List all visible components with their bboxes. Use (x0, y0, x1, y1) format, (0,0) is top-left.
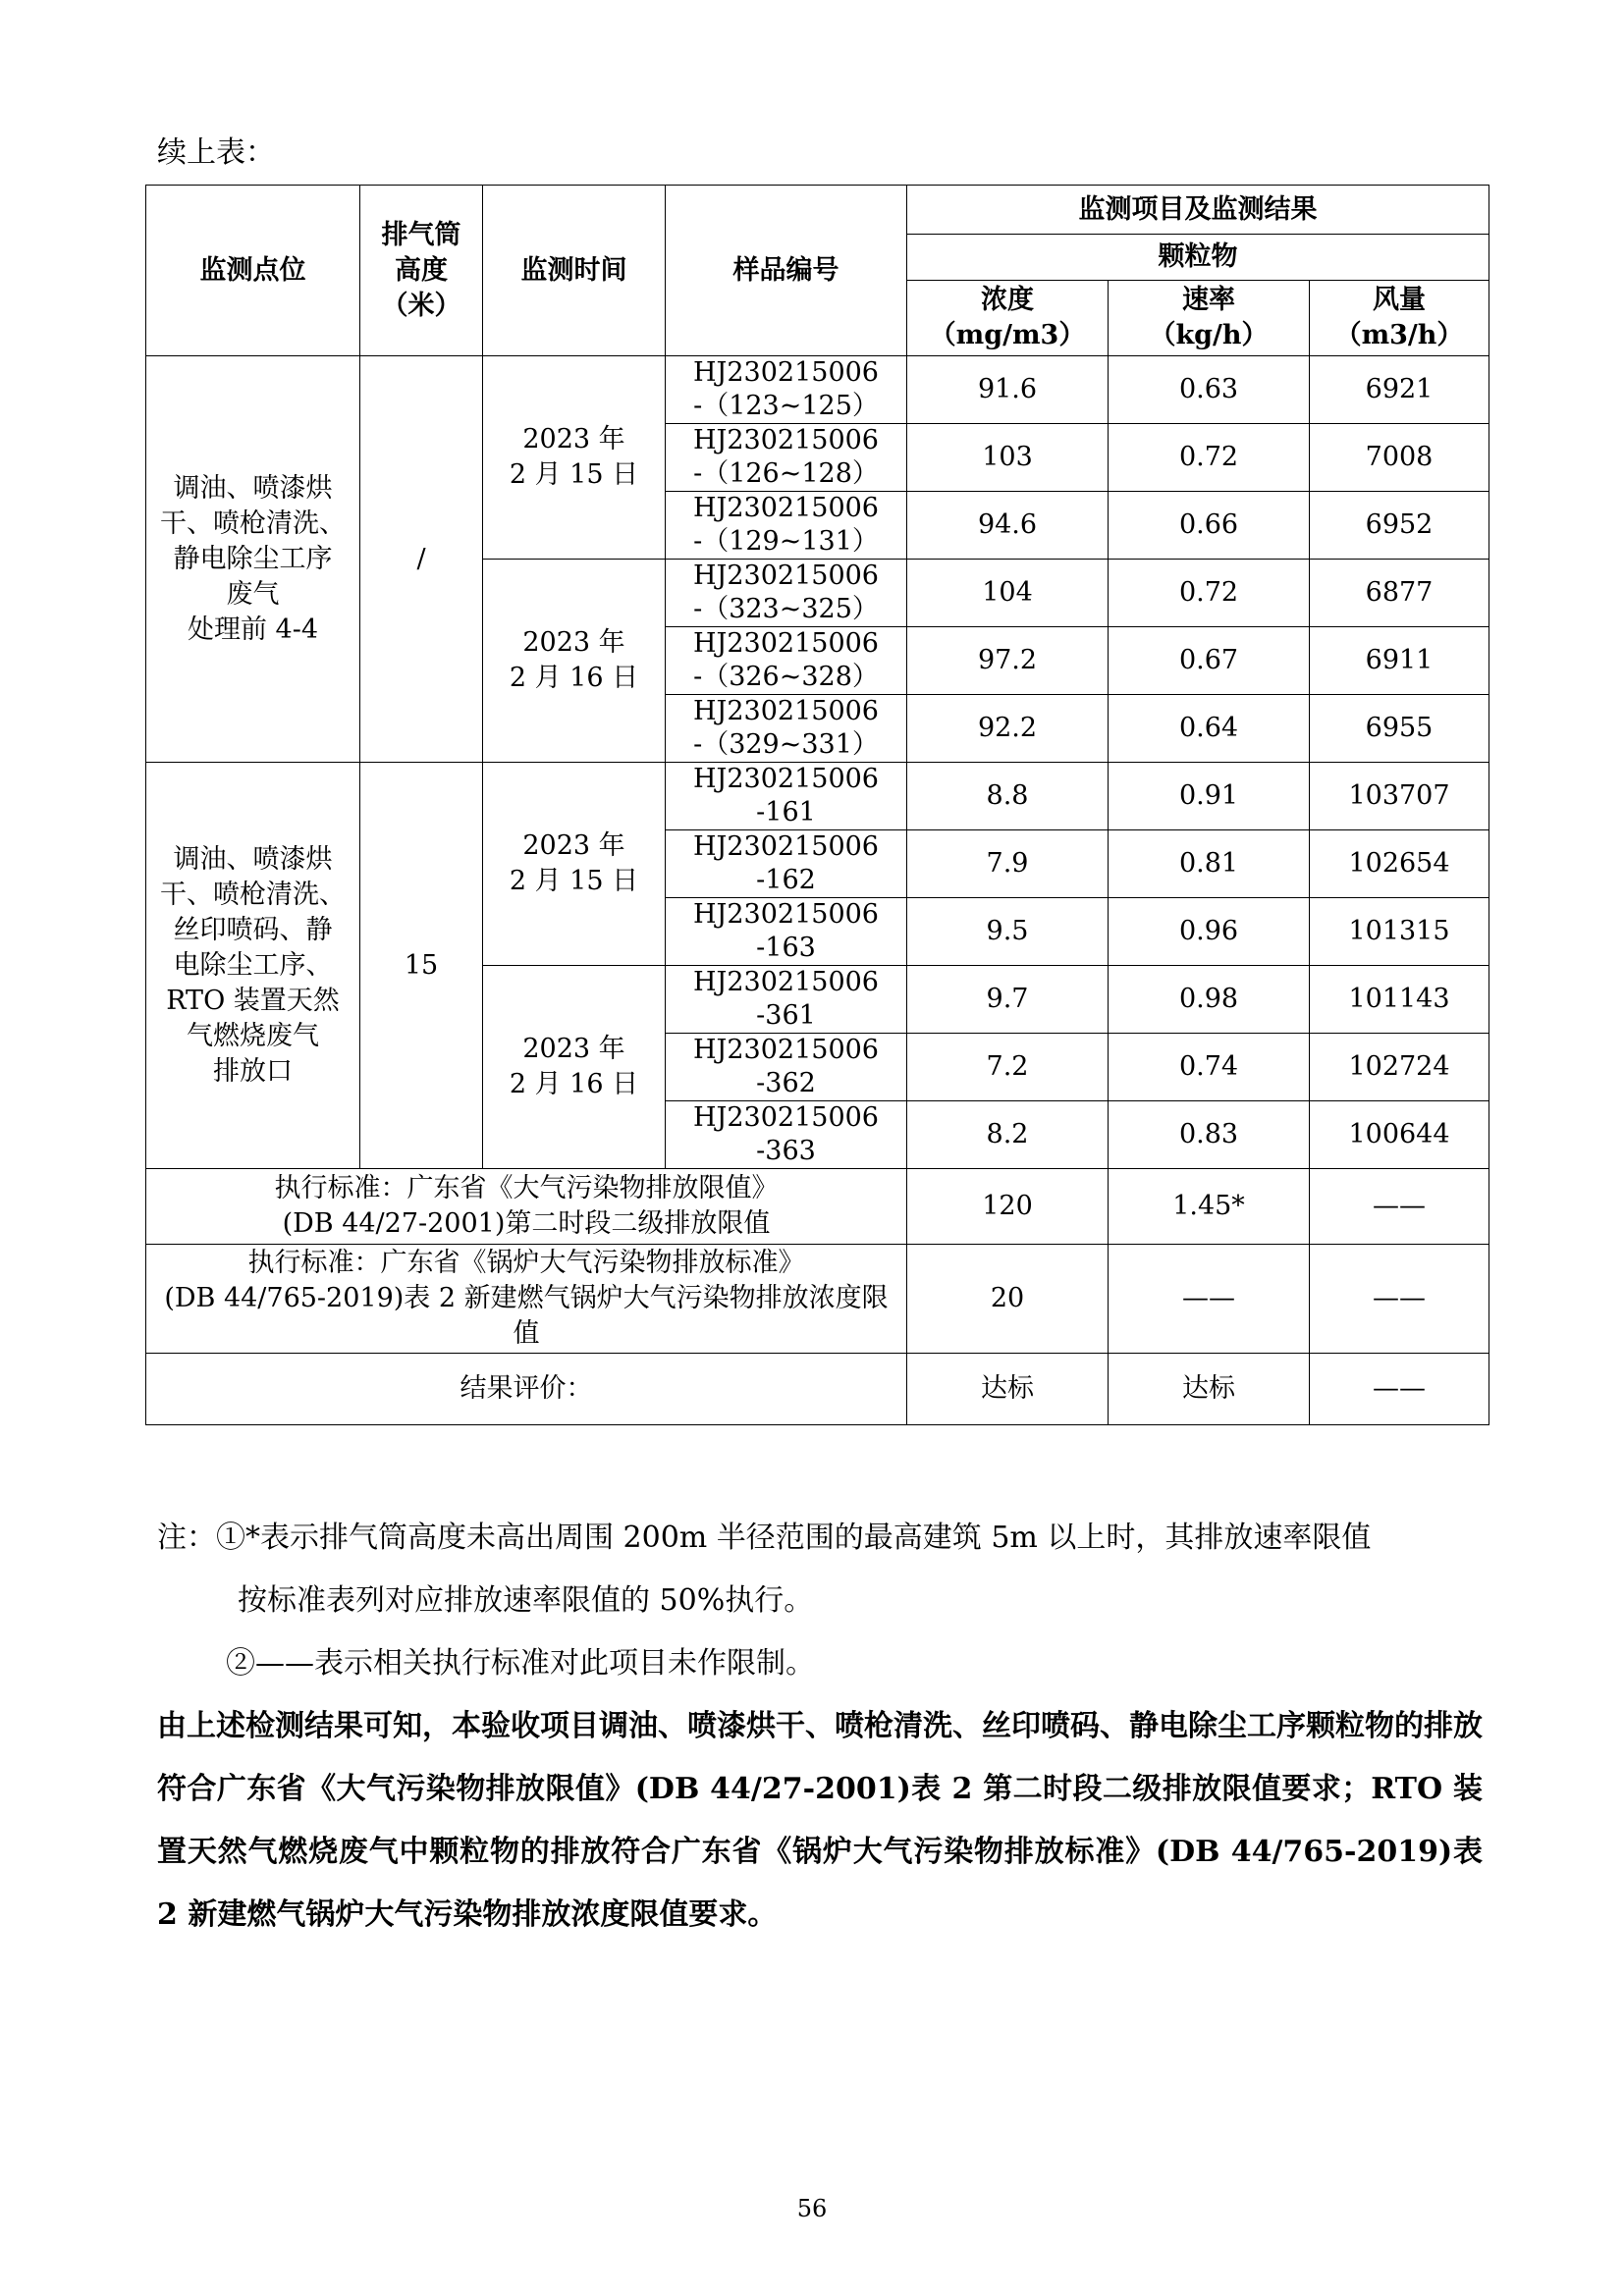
sample-id-cell: HJ230215006 -（326~328） (666, 627, 907, 695)
rate-cell: 0.63 (1109, 356, 1310, 424)
page-number: 56 (796, 2195, 828, 2222)
header-location: 监测点位 (146, 186, 360, 356)
rate-cell: 0.72 (1109, 560, 1310, 627)
rate-cell: 0.72 (1109, 424, 1310, 492)
flow-cell: 6921 (1310, 356, 1489, 424)
concentration-cell: 91.6 (907, 356, 1109, 424)
evaluation-rate-cell: 达标 (1109, 1354, 1310, 1425)
date-cell: 2023 年 2 月 16 日 (483, 966, 666, 1169)
concentration-cell: 9.5 (907, 898, 1109, 966)
rate-cell: 0.91 (1109, 763, 1310, 830)
table-header (146, 186, 1489, 356)
header-sample: 样品编号 (666, 186, 907, 356)
evaluation-conc-cell: 达标 (907, 1354, 1109, 1425)
header-stack-height: 排气筒 高度 （米） (360, 186, 483, 356)
evaluation-label-cell: 结果评价： (146, 1354, 907, 1425)
sample-id-cell: HJ230215006 -（323~325） (666, 560, 907, 627)
flow-cell: 103707 (1310, 763, 1489, 830)
sample-id-cell: HJ230215006 -361 (666, 966, 907, 1034)
concentration-cell: 92.2 (907, 695, 1109, 763)
sample-id-cell: HJ230215006 -161 (666, 763, 907, 830)
concentration-cell: 8.8 (907, 763, 1109, 830)
sample-id-cell: HJ230215006 -（329~331） (666, 695, 907, 763)
rate-cell: 0.74 (1109, 1034, 1310, 1101)
header-items-results: 监测项目及监测结果 (907, 186, 1489, 235)
sample-id-cell: HJ230215006 -（129~131） (666, 492, 907, 560)
flow-cell: 102724 (1310, 1034, 1489, 1101)
evaluation-row (146, 1354, 1489, 1425)
concentration-cell: 7.2 (907, 1034, 1109, 1101)
table-row (146, 356, 1489, 424)
standard-flow-cell: —— (1310, 1245, 1489, 1354)
evaluation-flow-cell: —— (1310, 1354, 1489, 1425)
note-2: ②——表示相关执行标准对此项目未作限制。 (226, 1646, 815, 1681)
standard-rate-cell: 1.45* (1109, 1169, 1310, 1245)
date-cell: 2023 年 2 月 15 日 (483, 763, 666, 966)
note-1-line-1: 注：①*表示排气筒高度未高出周围 200m 半径范围的最高建筑 5m 以上时，其排放速率限值 (157, 1521, 1372, 1555)
standard-row (146, 1245, 1489, 1354)
sample-id-cell: HJ230215006 -363 (666, 1101, 907, 1169)
flow-cell: 101143 (1310, 966, 1489, 1034)
header-pollutant: 颗粒物 (907, 235, 1489, 281)
sample-id-cell: HJ230215006 -362 (666, 1034, 907, 1101)
flow-cell: 6955 (1310, 695, 1489, 763)
concentration-cell: 104 (907, 560, 1109, 627)
sample-id-cell: HJ230215006 -（123~125） (666, 356, 907, 424)
rate-cell: 0.64 (1109, 695, 1310, 763)
concentration-cell: 97.2 (907, 627, 1109, 695)
conclusion-paragraph: 由上述检测结果可知，本验收项目调油、喷漆烘干、喷枪清洗、丝印喷码、静电除尘工序颗粒物的排放符合广东省《大气污染物排放限值》(DB 44/27-2001)表 2 第二时段二级排放限值要求；RTO 装置天然气燃烧废气中颗粒物的排放符合广东省《锅炉大气污染物排放标准》(DB 44/765-2019)表 2 新建燃气锅炉大气污染物排放浓度限值要求。 (157, 1709, 1483, 1932)
flow-cell: 100644 (1310, 1101, 1489, 1169)
flow-cell: 7008 (1310, 424, 1489, 492)
standard-conc-cell: 20 (907, 1245, 1109, 1354)
sample-id-cell: HJ230215006 -163 (666, 898, 907, 966)
standard-conc-cell: 120 (907, 1169, 1109, 1245)
concentration-cell: 8.2 (907, 1101, 1109, 1169)
header-flow: 风量 （m3/h） (1310, 281, 1489, 356)
header-rate: 速率 （kg/h） (1109, 281, 1310, 356)
rate-cell: 0.67 (1109, 627, 1310, 695)
table-row (146, 763, 1489, 830)
notes (157, 1507, 1492, 1695)
concentration-cell: 7.9 (907, 830, 1109, 898)
stack-height-cell: / (360, 356, 483, 763)
location-cell: 调油、喷漆烘 干、喷枪清洗、 静电除尘工序 废气 处理前 4-4 (146, 356, 360, 763)
table-body (146, 356, 1489, 1425)
standard-flow-cell: —— (1310, 1169, 1489, 1245)
header-conc: 浓度 （mg/m3） (907, 281, 1109, 356)
flow-cell: 6911 (1310, 627, 1489, 695)
flow-cell: 6877 (1310, 560, 1489, 627)
flow-cell: 101315 (1310, 898, 1489, 966)
concentration-cell: 9.7 (907, 966, 1109, 1034)
location-cell: 调油、喷漆烘 干、喷枪清洗、 丝印喷码、静 电除尘工序、 RTO 装置天然 气燃烧废气 排放口 (146, 763, 360, 1169)
flow-cell: 6952 (1310, 492, 1489, 560)
monitoring-table (145, 185, 1489, 1425)
standard-label-cell: 执行标准：广东省《大气污染物排放限值》 (DB 44/27-2001)第二时段二级排放限值 (146, 1169, 907, 1245)
continuation-label: 续上表： (157, 135, 275, 170)
concentration-cell: 94.6 (907, 492, 1109, 560)
rate-cell: 0.83 (1109, 1101, 1310, 1169)
date-cell: 2023 年 2 月 16 日 (483, 560, 666, 763)
sample-id-cell: HJ230215006 -（126~128） (666, 424, 907, 492)
concentration-cell: 103 (907, 424, 1109, 492)
flow-cell: 102654 (1310, 830, 1489, 898)
note-1-line-2: 按标准表列对应排放速率限值的 50%执行。 (238, 1583, 814, 1618)
rate-cell: 0.81 (1109, 830, 1310, 898)
rate-cell: 0.98 (1109, 966, 1310, 1034)
rate-cell: 0.96 (1109, 898, 1310, 966)
standard-row (146, 1169, 1489, 1245)
stack-height-cell: 15 (360, 763, 483, 1169)
header-time: 监测时间 (483, 186, 666, 356)
standard-rate-cell: —— (1109, 1245, 1310, 1354)
rate-cell: 0.66 (1109, 492, 1310, 560)
standard-label-cell: 执行标准：广东省《锅炉大气污染物排放标准》 (DB 44/765-2019)表 2 新建燃气锅炉大气污染物排放浓度限 值 (146, 1245, 907, 1354)
date-cell: 2023 年 2 月 15 日 (483, 356, 666, 560)
sample-id-cell: HJ230215006 -162 (666, 830, 907, 898)
